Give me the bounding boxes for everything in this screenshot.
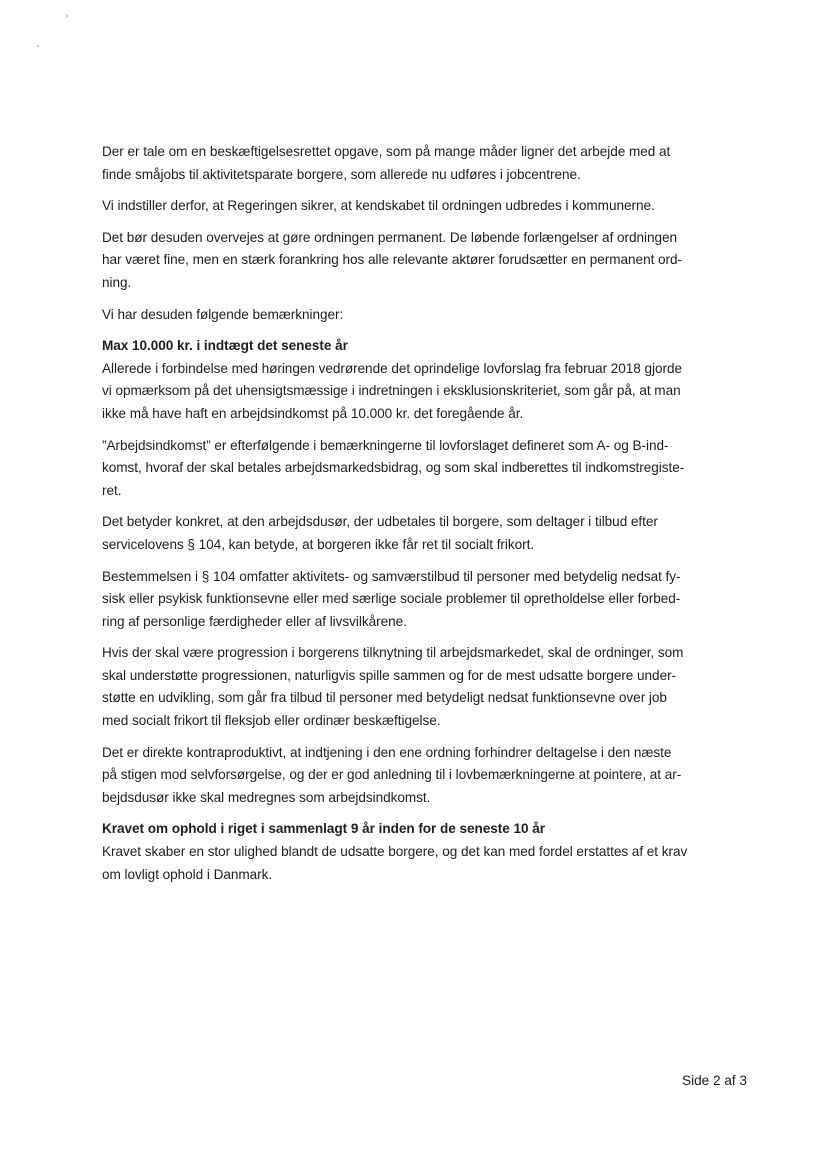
paragraph: Det bør desuden overvejes at gøre ordningen permanent. De løbende forlængelser af ordningen har været fine, men en stærk forankring hos alle relevante aktører forudsætter en permanent ord- ning.	[102, 229, 683, 290]
page-number: Side 2 af 3	[682, 1073, 747, 1088]
paragraph: Der er tale om en beskæftigelsesrettet opgave, som på mange måder ligner det arbejde med at finde småjobs til aktivitetsparate borgere, som allerede nu udføres i jobcentrene.	[102, 144, 671, 182]
section-heading-income: Max 10.000 kr. i indtægt det seneste år	[102, 338, 348, 354]
paragraph: Vi har desuden følgende bemærkninger:	[102, 306, 344, 322]
scan-speck	[37, 45, 39, 47]
paragraph: Det er direkte kontraproduktivt, at indtjening i den ene ordning forhindrer deltagelse i den næste på stigen mod selvforsørgelse, og der er god anledning til i lovbemærkningerne at pointere, at ar- bejdsdusør ikke skal medregnes som arbejdsindkomst.	[102, 744, 682, 805]
paragraph: ”Arbejdsindkomst” er efterfølgende i bemærkningerne til lovforslaget defineret som A- og B-ind- komst, hvoraf der skal betales arbejdsmarkedsbidrag, og som skal indberettes til indkomstregiste- ret.	[102, 437, 685, 498]
scan-speck	[66, 15, 68, 17]
paragraph: Hvis der skal være progression i borgerens tilknytning til arbejdsmarkedet, skal de ordninger, som skal understøtte progressionen, naturligvis spille sammen og for de mest udsatte borgere under- støtte en udvikling, som går fra tilbud til personer med betydeligt nedsat funktionsevne over job med socialt frikort til fleksjob eller ordinær beskæftigelse.	[102, 645, 684, 729]
section-body-income: Allerede i forbindelse med høringen vedrørende det oprindelige lovforslag fra februar 2018 gjorde vi opmærksom på det uhensigtsmæssige i indretningen i eksklusionskriteriet, som går på, at man ikke må have haft en arbejdsindkomst på 10.000 kr. det foregående år.	[102, 360, 683, 421]
document-body	[102, 141, 750, 895]
paragraph: Vi indstiller derfor, at Regeringen sikrer, at kendskabet til ordningen udbredes i kommunerne.	[102, 198, 655, 214]
paragraph: Det betyder konkret, at den arbejdsdusør, der udbetales til borgere, som deltager i tilbud efter servicelovens § 104, kan betyde, at borgeren ikke får ret til socialt frikort.	[102, 514, 658, 552]
section-body-residence: Kravet skaber en stor ulighed blandt de udsatte borgere, og det kan med fordel erstattes af et krav om lovligt ophold i Danmark.	[102, 844, 688, 882]
section-heading-residence: Kravet om ophold i riget i sammenlagt 9 år inden for de seneste 10 år	[102, 821, 546, 837]
paragraph: Bestemmelsen i § 104 omfatter aktivitets- og samværstilbud til personer med betydelig nedsat fy- sisk eller psykisk funktionsevne eller med særlige sociale problemer til opretholdelse eller forbed- ring af personlige færdigheder eller af livsvilkårene.	[102, 568, 681, 629]
